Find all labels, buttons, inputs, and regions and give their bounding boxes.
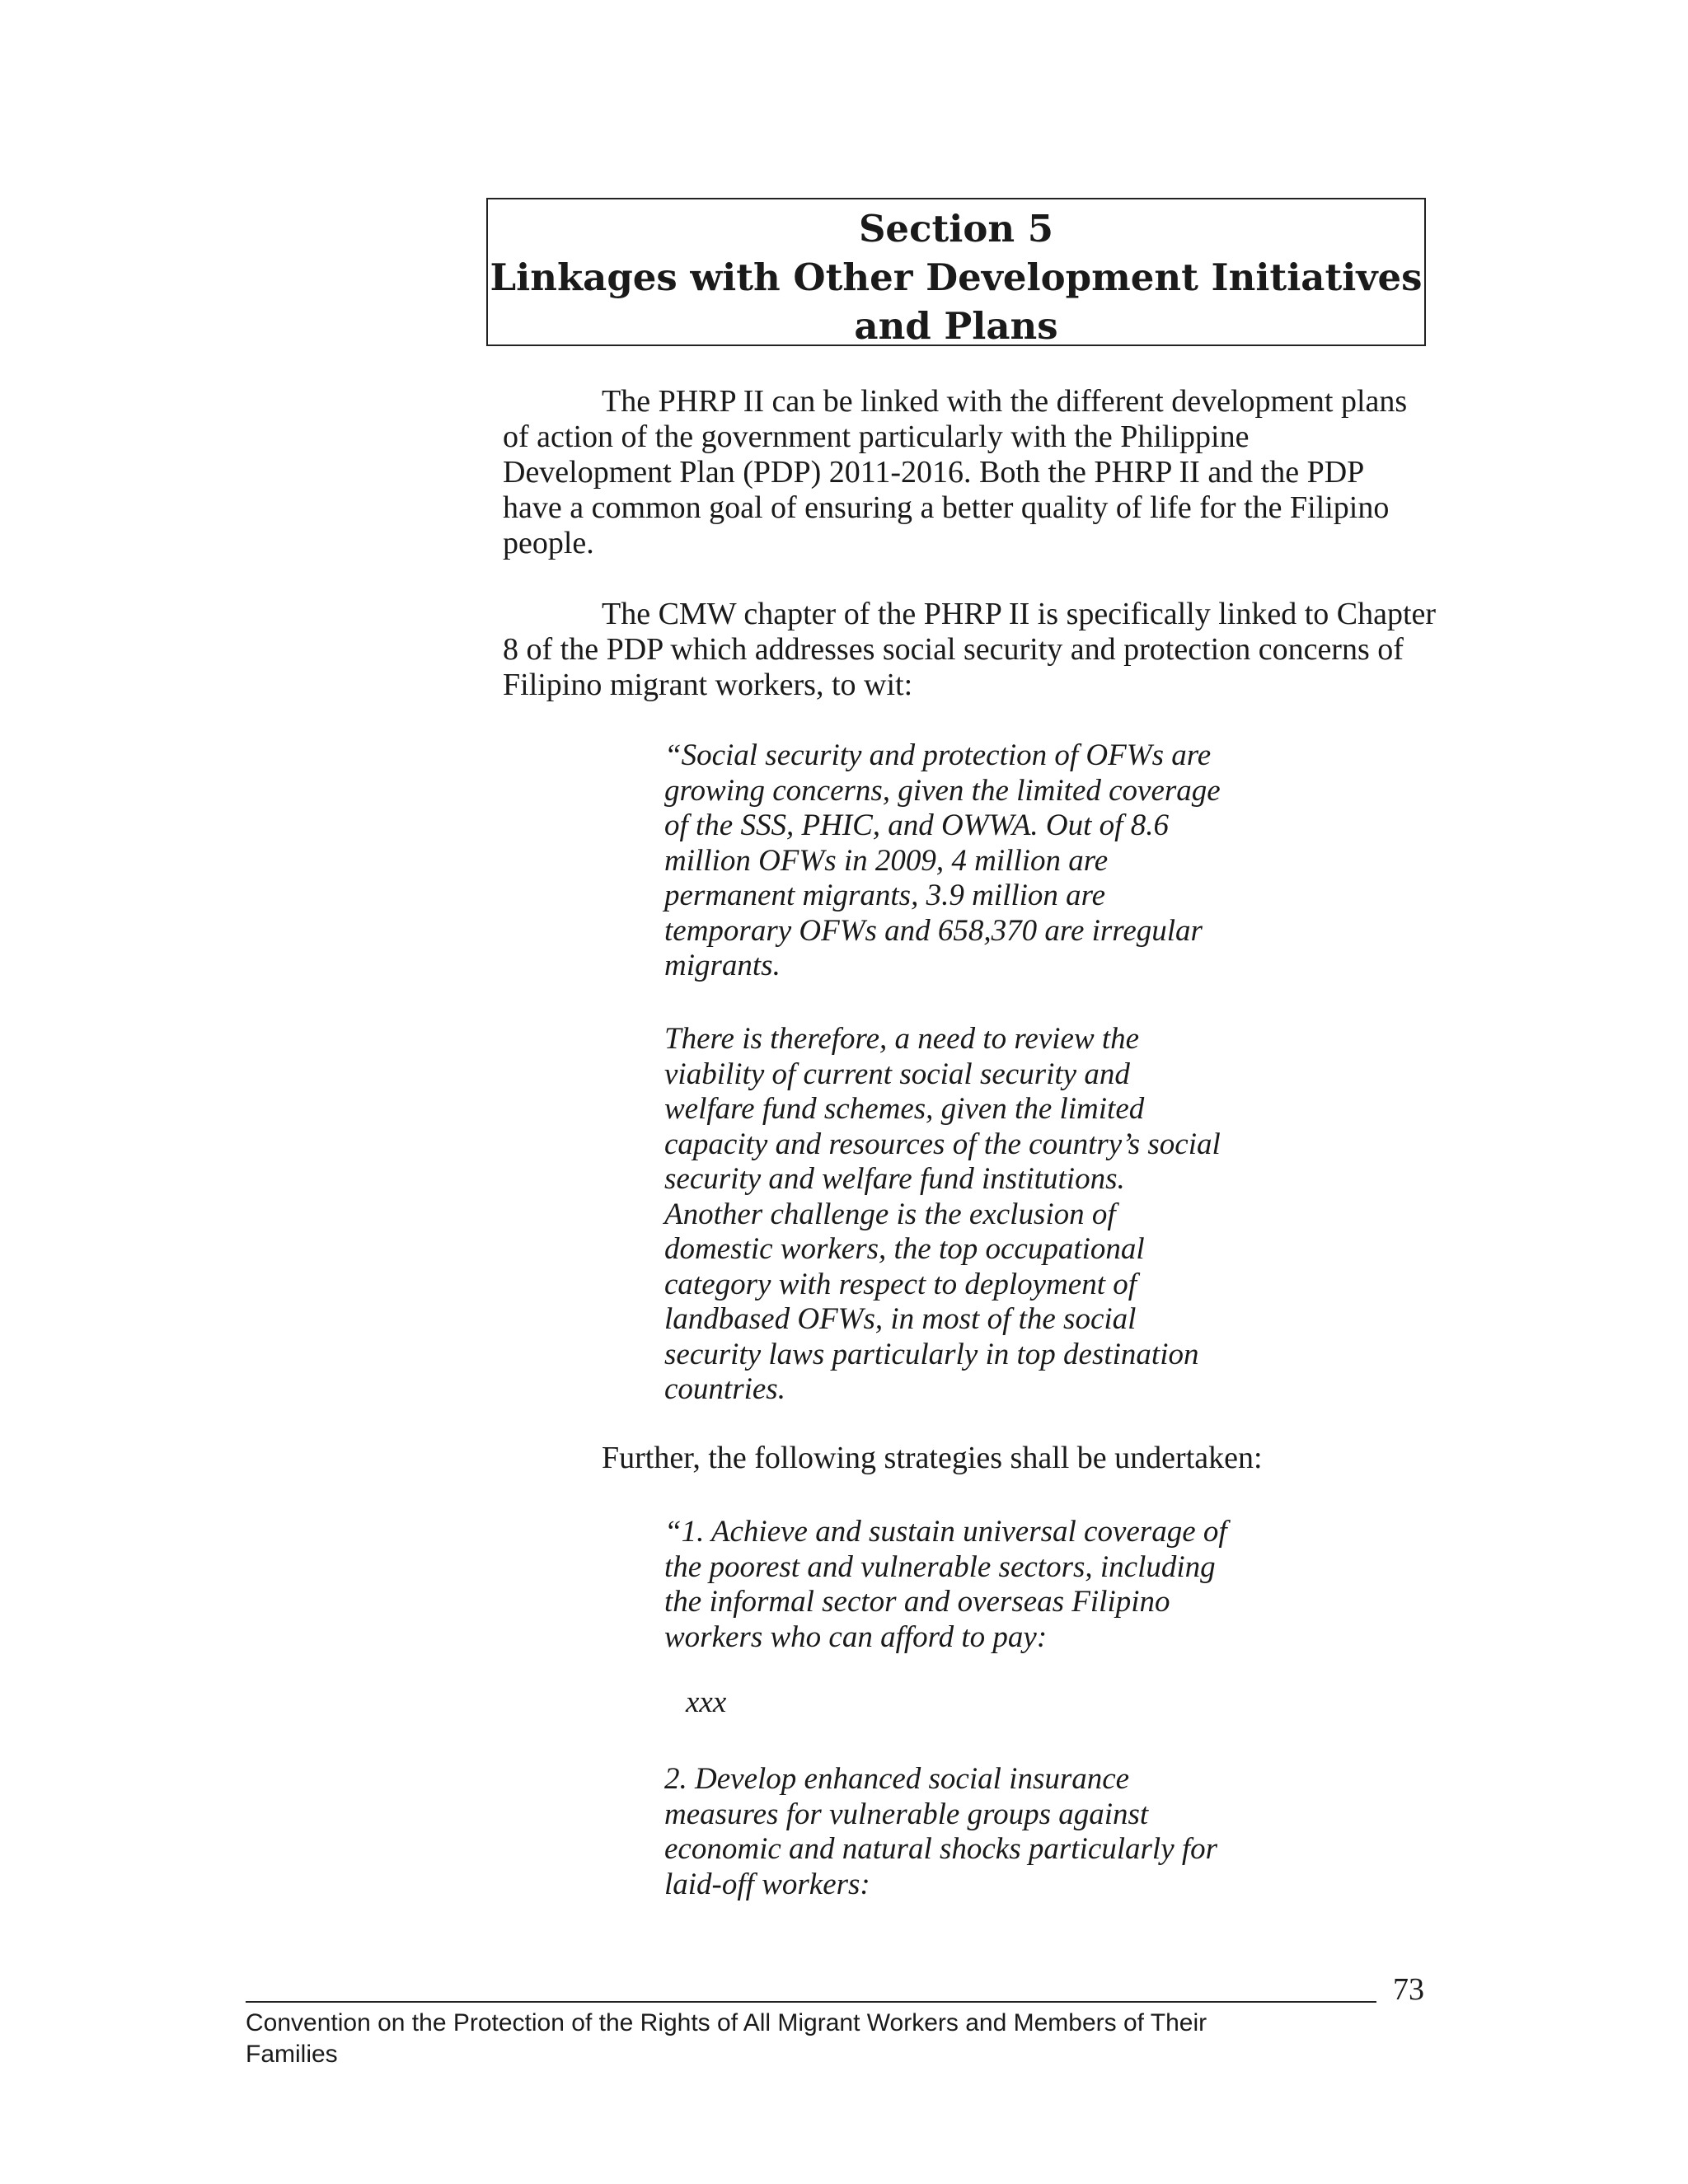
paragraph-line: of action of the government particularly with the Philippine — [503, 419, 1250, 454]
quote-line: Another challenge is the exclusion of — [664, 1197, 1116, 1231]
paragraph-line: Filipino migrant workers, to wit: — [503, 668, 913, 702]
page-number: 73 — [1393, 1972, 1424, 2007]
quote-line: category with respect to deployment of — [664, 1267, 1137, 1301]
paragraph-line: The CMW chapter of the PHRP II is specifically linked to Chapter — [602, 597, 1437, 631]
strategy-item — [664, 1762, 1258, 1902]
strategy-line: 2. Develop enhanced social insurance — [664, 1762, 1130, 1796]
strategy-line: workers who can afford to pay: — [664, 1619, 1048, 1654]
quote-line: welfare fund schemes, given the limited — [664, 1092, 1145, 1126]
paragraph-line: people. — [503, 526, 594, 560]
quote-line: security laws particularly in top destination — [664, 1337, 1199, 1371]
quote-line: of the SSS, PHIC, and OWWA. Out of 8.6 — [664, 808, 1169, 842]
footer-title — [246, 2008, 1400, 2070]
strategy-line: “1. Achieve and sustain universal coverage of — [664, 1515, 1227, 1549]
pdp-quote-block — [664, 738, 1258, 984]
paragraph-line: Development Plan (PDP) 2011-2016. Both the PHRP II and the PDP — [503, 455, 1365, 490]
strategy-line: the poorest and vulnerable sectors, including — [664, 1549, 1216, 1584]
quote-line: landbased OFWs, in most of the social — [664, 1302, 1137, 1336]
quote-line: There is therefore, a need to review the — [664, 1022, 1140, 1056]
quote-line: growing concerns, given the limited coverage — [664, 773, 1221, 808]
quote-line: million OFWs in 2009, 4 million are — [664, 843, 1109, 878]
quote-line: permanent migrants, 3.9 million are — [664, 879, 1106, 912]
quote-line: domestic workers, the top occupational — [664, 1232, 1145, 1266]
quote-line: migrants. — [664, 949, 781, 982]
intro-paragraph — [503, 384, 1434, 561]
paragraph-line: 8 of the PDP which addresses social security and protection concerns of — [503, 632, 1404, 667]
section-heading-box — [486, 198, 1426, 346]
section-title-line: and Plans — [854, 304, 1058, 348]
strategy-intro: Further, the following strategies shall be undertaken: — [602, 1441, 1263, 1475]
strategy-item — [664, 1515, 1258, 1655]
pdp-quote-block — [664, 1022, 1258, 1408]
linkage-paragraph — [503, 597, 1437, 703]
quote-line: “Social security and protection of OFWs are — [664, 738, 1212, 772]
quote-line: security and welfare fund institutions. — [664, 1162, 1125, 1196]
quote-line: countries. — [664, 1372, 785, 1406]
strategy-line: laid-off workers: — [664, 1867, 870, 1901]
strategy-line: measures for vulnerable groups against — [664, 1797, 1149, 1831]
paragraph-line: The PHRP II can be linked with the different development plans — [602, 384, 1408, 419]
quote-line: viability of current social security and — [664, 1057, 1130, 1091]
footer-line: Families — [246, 2041, 338, 2068]
section-title-line: Section 5 — [858, 207, 1054, 251]
section-title-line: Linkages with Other Development Initiatives — [490, 255, 1423, 299]
omission-marker: xxx — [686, 1685, 727, 1719]
quote-line: capacity and resources of the country’s social — [664, 1127, 1221, 1161]
paragraph-line: have a common goal of ensuring a better quality of life for the Filipino — [503, 490, 1390, 525]
strategy-line: economic and natural shocks particularly for — [664, 1832, 1218, 1866]
footer-divider — [246, 2001, 1376, 2003]
footer-line: Convention on the Protection of the Rights of All Migrant Workers and Members of Their — [246, 2009, 1207, 2036]
quote-line: temporary OFWs and 658,370 are irregular — [664, 913, 1203, 948]
strategy-line: the informal sector and overseas Filipino — [664, 1585, 1170, 1619]
